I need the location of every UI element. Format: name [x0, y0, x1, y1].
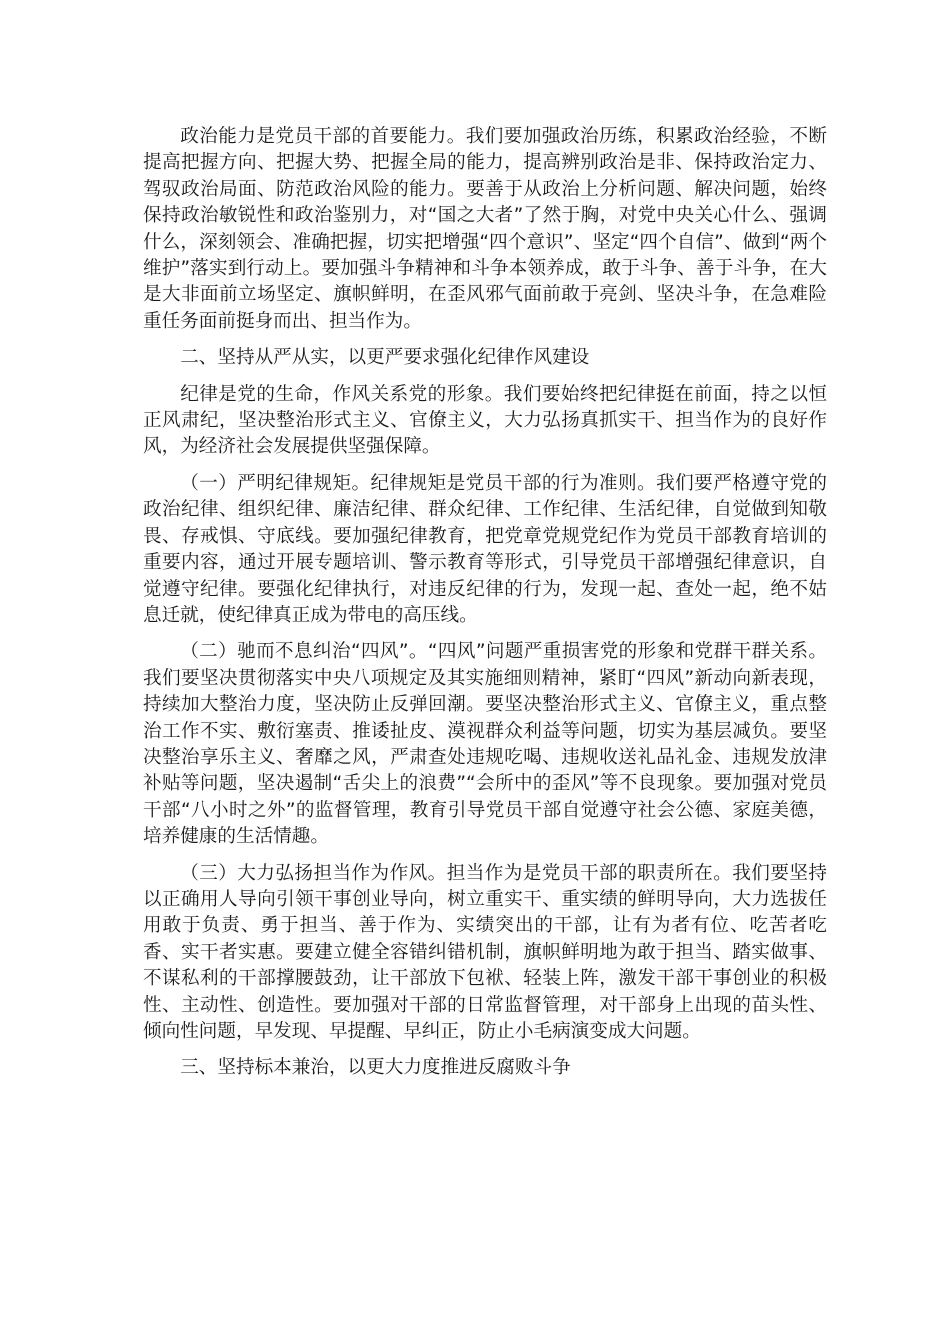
section-heading-two: 二、坚持从严从实，以更严要求强化纪律作风建设 — [180, 347, 590, 369]
paragraph-responsibility: （三）大力弘扬担当作为作风。担当作为是党员干部的职责所在。我们要坚持以正确用人导向引领干事创业导向，树立重实干、重实绩的鲜明导向，大力选拔任用敢于负责、勇于担当、善于作为、实绩突出的干部，让有为者有位、吃苦者吃香、实干者实惠。要建立健全容错纠错机制，旗帜鲜明地为敢于担当、踏实做事、不谋私利的干部撑腰鼓劲，让干部放下包袱、轻装上阵，激发干部干事创业的积极性、主动性、创造性。要加强对干部的日常监督管理，对干部身上出现的苗头性、倾向性问题，早发现、早提醒、早纠正，防止小毛病演变成大问题。 — [143, 862, 827, 1042]
paragraph-four-winds: （二）驰而不息纠治“四风”。“四风”问题严重损害党的形象和党群干群关系。我们要坚决贯彻落实中央八项规定及其实施细则精神，紧盯“四风”新动向新表现，持续加大整治力度，坚决防止反弹回潮。要坚决整治形式主义、官僚主义，重点整治工作不实、敷衍塞责、推诿扯皮、漠视群众利益等问题，切实为基层减负。要坚决整治享乐主义、奢靡之风，严肃查处违规吃喝、违规收送礼品礼金、违规发放津补贴等问题，坚决遏制“舌尖上的浪费”“会所中的歪风”等不良现象。要加强对党员干部“八小时之外”的监督管理，教育引导党员干部自觉遵守社会公德、家庭美德，培养健康的生活情趣。 — [143, 641, 827, 848]
paragraph-discipline-intro: 纪律是党的生命，作风关系党的形象。我们要始终把纪律挺在前面，持之以恒正风肃纪，坚决整治形式主义、官僚主义，大力弘扬真抓实干、担当作为的良好作风，为经济社会发展提供坚强保障。 — [143, 383, 827, 458]
section-heading-three: 三、坚持标本兼治，以更大力度推进反腐败斗争 — [180, 1057, 571, 1079]
document-body — [143, 124, 827, 1092]
paragraph-political-ability: 政治能力是党员干部的首要能力。我们要加强政治历练，积累政治经验，不断提高把握方向、把握大势、把握全局的能力，提高辨别政治是非、保持政治定力、驾驭政治局面、防范政治风险的能力。要善于从政治上分析问题、解决问题，始终保持政治敏锐性和政治鉴别力，对“国之大者”了然于胸，对党中央关心什么、强调什么，深刻领会、准确把握，切实把增强“四个意识”、坚定“四个自信”、做到“两个维护”落实到行动上。要加强斗争精神和斗争本领养成，敢于斗争、善于斗争，在大是大非面前立场坚定、旗帜鲜明，在歪风邪气面前敢于亮剑、坚决斗争，在急难险重任务面前挺身而出、担当作为。 — [143, 126, 827, 332]
paragraph-discipline-rules: （一）严明纪律规矩。纪律规矩是党员干部的行为准则。我们要严格遵守党的政治纪律、组织纪律、廉洁纪律、群众纪律、工作纪律、生活纪律，自觉做到知敬畏、存戒惧、守底线。要加强纪律教育，把党章党规党纪作为党员干部教育培训的重要内容，通过开展专题培训、警示教育等形式，引导党员干部增强纪律意识，自觉遵守纪律。要强化纪律执行，对违反纪律的行为，发现一起、查处一起，绝不姑息迁就，使纪律真正成为带电的高压线。 — [143, 472, 827, 626]
